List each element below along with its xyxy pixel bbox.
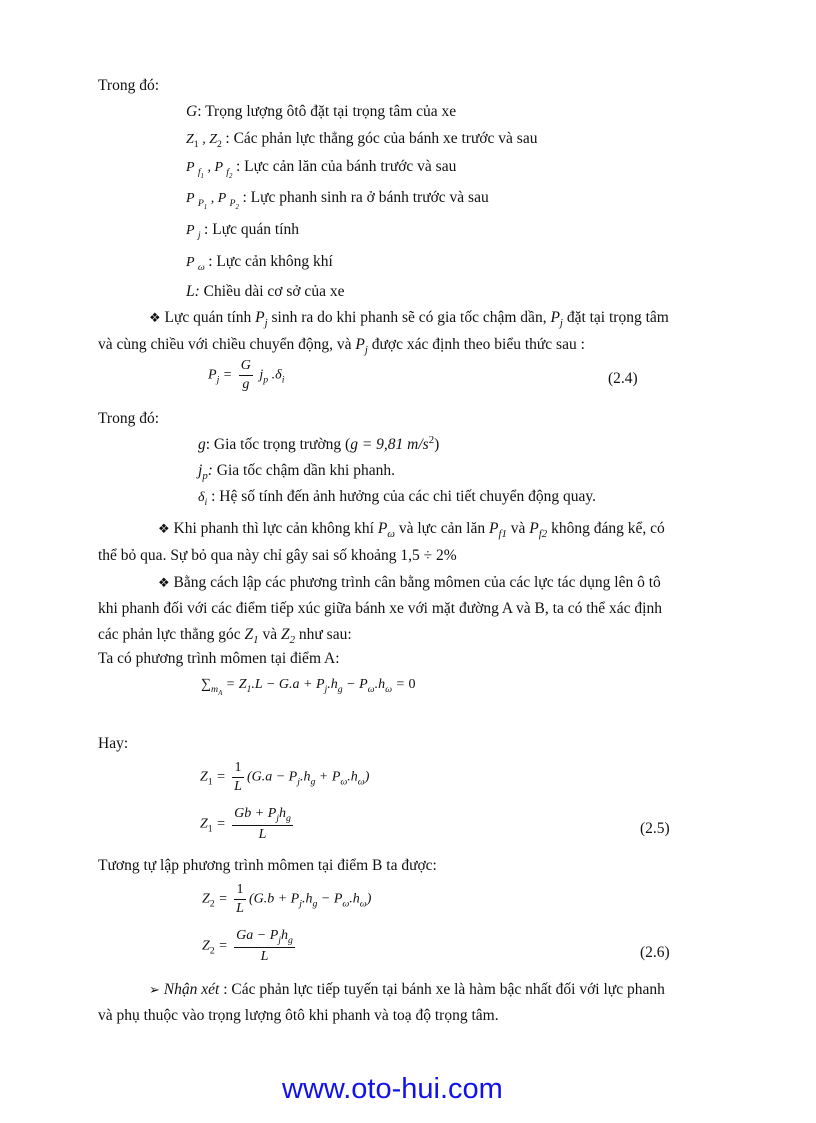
air-paragraph-line1: ❖ Khi phanh thì lực cản không khí $P_\omega$ và lực cản lăn $P_{f1}$ và $P_{f2}$ không đáng kể, có <box>158 520 665 541</box>
moment-paragraph-line1: ❖ Bằng cách lập các phương trình cân bằng mômen của các lực tác dụng lên ô tô <box>158 574 661 591</box>
where-heading-1: Trong đó: <box>98 77 160 94</box>
equation-Z1: $Z_1$ = $\frac{Gb + P_jh_g}{L}$ <box>200 806 291 842</box>
hay-label: Hay: <box>98 735 129 752</box>
def-Z: $Z_1$ , $Z_2$ : Các phản lực thẳng góc của bánh xe trước và sau <box>186 130 538 150</box>
inertia-paragraph-line1: ❖ Lực quán tính $P_j$ sinh ra do khi phanh sẽ có gia tốc chậm dần, $P_j$ đặt tại trọng tâm <box>149 309 669 330</box>
moment-paragraph-line3: các phản lực thẳng góc $Z_1$ và $Z_2$ như sau: <box>98 626 352 647</box>
arrow-bullet-icon: ➢ <box>149 983 160 998</box>
def-Pf: P $_{f_1}$ , P $_{f_2}$ : Lực cản lăn của bánh trước và sau <box>186 158 457 180</box>
def-jp: $j_p$: Gia tốc chậm dần khi phanh. <box>198 462 395 483</box>
def-Pp: P $_{P_1}$ , P $_{P_2}$ : Lực phanh sinh ra ở bánh trước và sau <box>186 189 489 211</box>
equation-Z1-expanded: $Z_1$ = $\frac{1}{L}$ $(G.a - P_j.h_g + P_\omega.h_\omega)$ <box>200 760 370 794</box>
def-delta: $\delta_i$ : Hệ số tính đến ảnh hưởng của các chi tiết chuyển động quay. <box>198 488 597 508</box>
def-G: G: Trọng lượng ôtô đặt tại trọng tâm của xe <box>186 103 457 120</box>
def-L: L: Chiều dài cơ sở của xe <box>186 283 345 300</box>
moment-equation-A: $\sum_{m_A} = Z_1.L - G.a + P_j.h_g - P_\omega.h_\omega = 0$ <box>201 677 416 697</box>
footer-website-link[interactable]: www.oto-hui.com <box>282 1073 503 1105</box>
equation-number-2-5: (2.5) <box>640 820 670 837</box>
bullet-diamond-icon: ❖ <box>158 576 170 591</box>
def-Pw: P $_\omega$ : Lực cản không khí <box>186 253 333 273</box>
equation-Z2: $Z_2$ = $\frac{Ga - P_jh_g}{L}$ <box>202 928 293 964</box>
moment-paragraph-line2: khi phanh đối với các điểm tiếp xúc giữa bánh xe với mặt đường A và B, ta có thể xác định <box>98 600 662 617</box>
remark-line1: ➢ Nhận xét : Các phản lực tiếp tuyến tại bánh xe là hàm bậc nhất đối với lực phanh <box>149 981 665 998</box>
moment-A-intro: Ta có phương trình mômen tại điểm A: <box>98 650 340 667</box>
def-Pj: P $_j$ : Lực quán tính <box>186 221 299 241</box>
remark-line2: và phụ thuộc vào trọng lượng ôtô khi phanh và toạ độ trọng tâm. <box>98 1007 499 1024</box>
inertia-paragraph-line2: và cùng chiều với chiều chuyển động, và $P_j$ được xác định theo biểu thức sau : <box>98 336 585 357</box>
bullet-diamond-icon: ❖ <box>149 311 161 326</box>
equation-2-4: $P_j$ = $\frac{G}{g}$ $j_p$ $.\delta_i$ <box>208 358 285 392</box>
air-paragraph-line2: thể bỏ qua. Sự bỏ qua này chỉ gây sai số khoảng 1,5 ÷ 2% <box>98 547 457 564</box>
bullet-diamond-icon: ❖ <box>158 522 170 537</box>
where-heading-2: Trong đó: <box>98 410 160 427</box>
def-g: g: Gia tốc trọng trường (g = 9,81 $m/s^2$) <box>198 434 440 454</box>
equation-number-2-4: (2.4) <box>608 370 638 387</box>
equation-Z2-expanded: $Z_2$ = $\frac{1}{L}$ $(G.b + P_j.h_g - P_\omega.h_\omega)$ <box>202 882 372 916</box>
moment-B-intro: Tương tự lập phương trình mômen tại điểm B ta được: <box>98 857 437 874</box>
equation-number-2-6: (2.6) <box>640 944 670 961</box>
